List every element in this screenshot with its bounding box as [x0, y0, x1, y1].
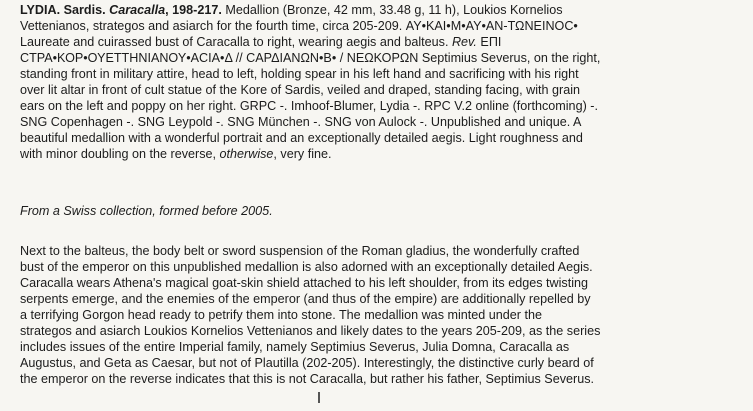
note-line: the emperor on the reverse indicates that this is not Caracalla, but rather his father, Septimius Severus. — [20, 372, 595, 386]
provenance: From a Swiss collection, formed before 2005. — [20, 204, 273, 218]
lot-description-line: Vettenianos, strategos and asiarch for the fourth time, circa 205-209. ΑΥ•ΚΑΙ•Μ•ΑΥ•ΑΝ-ΤΩΝΕΙΝΟC• — [20, 19, 578, 33]
note-line: Next to the balteus, the body belt or sword suspension of the Roman gladius, the wonderfully crafted — [20, 244, 580, 258]
lot-specs: Medallion (Bronze, 42 mm, 33.48 g, 11 h), Loukios Kornelios — [221, 3, 563, 17]
lot-description-line: SNG Copenhagen -. SNG Leypold -. SNG München -. SNG von Aulock -. Unpublished and unique. A — [20, 115, 582, 129]
lot-description-line: CΤΡΑ•ΚΟΡ•ΟΥΕΤΤΗΝΙΑΝΟΥ•ΑCΙΑ•Δ // CΑΡΔΙΑΝΩΝ•Β• / ΝΕΩΚΟΡΩΝ Septimius Severus, on the right, — [20, 51, 601, 65]
lot-condition-line — [20, 147, 332, 162]
reverse-label: Rev. — [451, 35, 477, 49]
lot-header-line — [20, 3, 563, 18]
note-line: a terrifying Gorgon head ready to petrify them into stone. The medallion was minted under the — [20, 308, 543, 322]
lot-emperor: Caracalla — [109, 3, 166, 17]
lot-reign: , 198-217. — [165, 3, 222, 17]
condition-grade: , very fine. — [273, 147, 332, 161]
note-line: Caracalla wears Athena's magical goat-skin shield attached to his left shoulder, from its edges twisting — [20, 276, 589, 290]
note-line: Augustus, and Geta as Caesar, but not of Plautilla (202-205). Interestingly, the distinctive curly beard of — [20, 356, 594, 370]
lot-obverse-line — [20, 35, 501, 50]
lot-description-line: standing front in military attire, head to left, holding spear in his left hand and sacrificing with his right — [20, 67, 579, 81]
lot-description-line: ears on the left and poppy on her right. GRPC -. Imhoof-Blumer, Lydia -. RPC V.2 online (forthcoming) -. — [20, 99, 598, 113]
lot-city: LYDIA. Sardis. — [20, 3, 106, 17]
note-line: serpents emerge, and the enemies of the emperor (and thus of the empire) are additionally repelled by — [20, 292, 591, 306]
lot-description-line: beautiful medallion with a wonderful portrait and an exceptionally detailed aegis. Light roughness and — [20, 131, 583, 145]
obverse-description: Laureate and cuirassed bust of Caracalla to right, wearing aegis and balteus. — [20, 35, 452, 49]
scan-artifact-mark — [318, 392, 320, 403]
condition-text: with minor doubling on the reverse, — [20, 147, 220, 161]
note-line: bust of the emperor on this unpublished medallion is also adorned with an exceptionally detailed Aegis. — [20, 260, 593, 274]
condition-italic: otherwise — [219, 147, 274, 161]
note-line: includes issues of the entire Imperial family, namely Septimius Severus, Julia Domna, Caracalla as — [20, 340, 570, 354]
lot-description-line: over lit altar in front of cult statue of the Kore of Sardis, veiled and draped, standing facing, with grain — [20, 83, 581, 97]
note-line: strategos and asiarch Loukios Kornelios Vettenianos and likely dates to the years 205-209, as the series — [20, 324, 601, 338]
reverse-legend-start: ΕΠΙ — [476, 35, 502, 49]
